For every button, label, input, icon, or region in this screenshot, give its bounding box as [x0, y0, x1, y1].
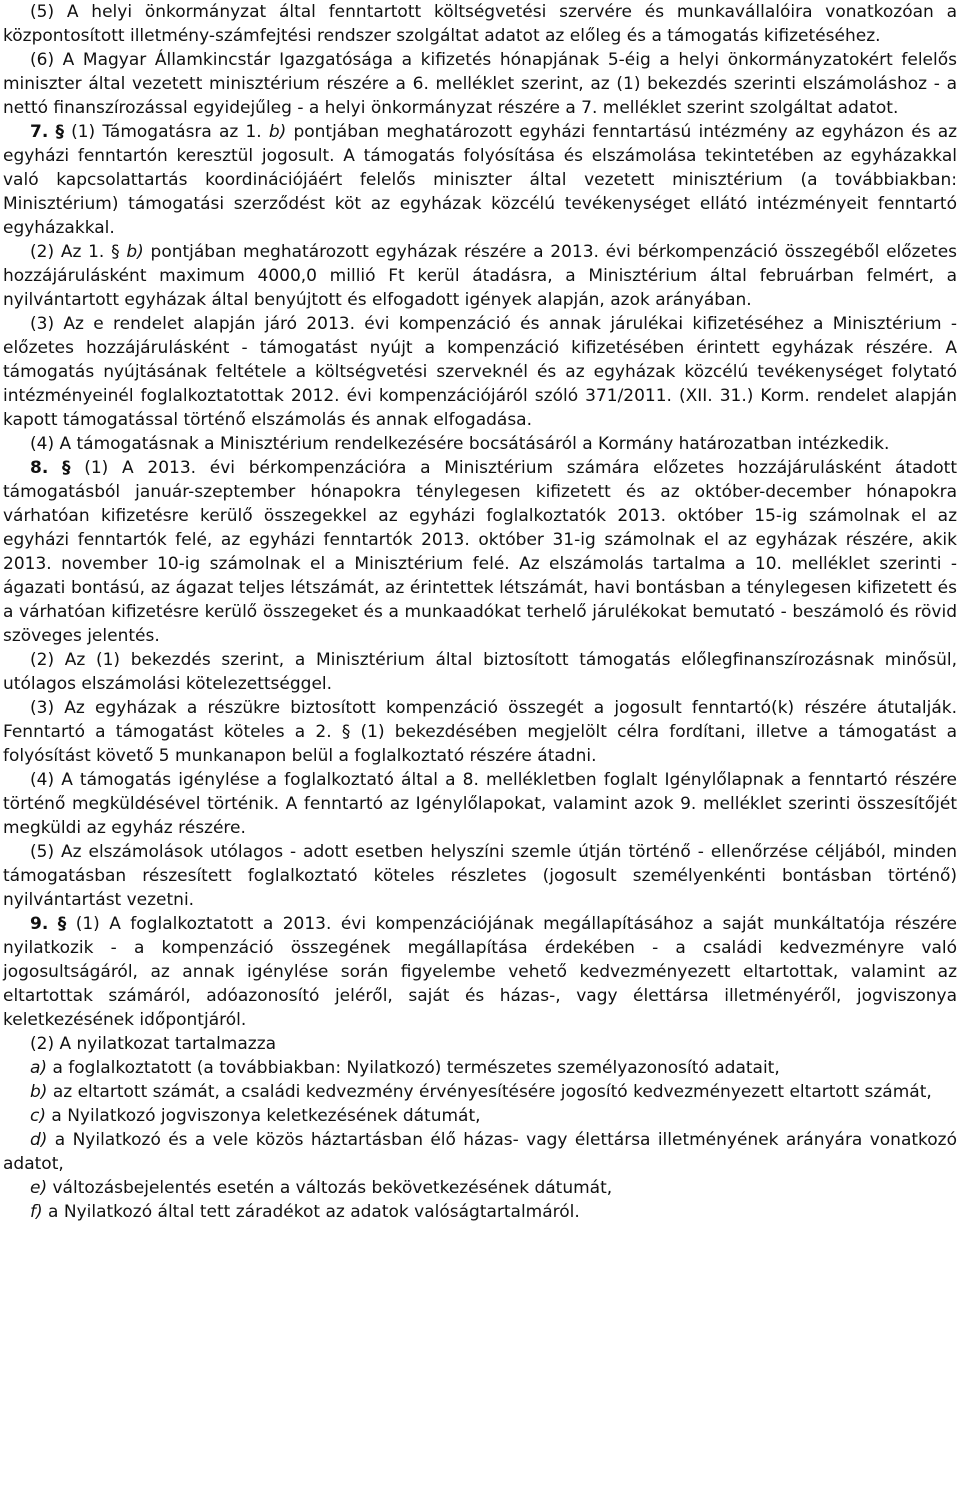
- list-item-text: a Nyilatkozó jogviszonya keletkezésének dátumát,: [51, 1106, 481, 1126]
- section-8-paragraph-4: (4) A támogatás igénylése a foglalkoztató által a 8. mellékletben foglalt Igénylőlapnak a fenntartó részére történő megküldésével történik. A fenntartó az Igénylőlapokat, valamint azok 9. melléklet szerinti összesítőjét megküldi az egyház részére.: [3, 770, 957, 838]
- section-8-paragraph-2: (2) Az (1) bekezdés szerint, a Minisztérium által biztosított támogatás előlegfinanszírozásnak minősül, utólagos elszámolási kötelezettséggel.: [3, 650, 957, 694]
- list-item-text: a foglalkoztatott (a továbbiakban: Nyilatkozó) természetes személyazonosító adatait,: [52, 1058, 780, 1078]
- point-reference: b): [268, 122, 287, 142]
- section-7-paragraph-1: [3, 120, 957, 240]
- text-run: (2) Az 1.: [30, 242, 105, 262]
- list-item-text: az eltartott számát, a családi kedvezmény érvényesítésére jogosító kedvezményezett eltartott számát,: [52, 1082, 932, 1102]
- point-reference: b): [126, 242, 144, 262]
- text-run: (1) A 2013. évi bérkompenzációra a Minisztérium számára előzetes hozzájárulásként átadott támogatásból január-szeptember hónapokra ténylegesen kifizetett és az október-december hónapokra várhatóan kifizetésre kerülő összegekkel az egyházi foglalkoztatók 2013. október 15-ig számolnak el az egyházi fenntartók felé, az egyházi fenntartók 2013. október 31-ig számolnak el az egyházak részére, akik 2013. november 10-ig számolnak el a Minisztérium felé. Az elszámolás tartalma a 10. melléklet szerinti - ágazati bontású, az ágazat teljes létszámát, az érintettek létszámát, havi bontásban a ténylegesen kifizetett és a várhatóan kifizetésre kerülő összegeket és a munkaadókat terhelő járulékokat bemutató - beszámoló és rövid szöveges jelentés.: [3, 458, 957, 646]
- section-9-paragraph-2: (2) A nyilatkozat tartalmazza: [30, 1034, 277, 1054]
- section-8-paragraph-3: [3, 696, 957, 768]
- list-item: [3, 1080, 957, 1104]
- list-item-label: f): [30, 1202, 43, 1222]
- section-7-paragraph-4: (4) A támogatásnak a Minisztérium rendelkezésére bocsátásáról a Kormány határozatban intézkedik.: [30, 434, 890, 454]
- list-item-label: b): [30, 1082, 48, 1102]
- section-sign: §: [111, 242, 120, 262]
- list-item-label: a): [30, 1058, 48, 1078]
- list-item: [3, 1176, 957, 1200]
- section-number: 7.: [30, 122, 49, 142]
- list-item-label: e): [30, 1178, 48, 1198]
- section-sign: §: [57, 914, 67, 934]
- paragraph-5: (5) A helyi önkormányzat által fenntartott költségvetési szervére és munkavállalóira vonatkozóan a központosított illetmény-számfejtési rendszer szolgáltat adatot az előleg és a támogatás kifizetéséhez.: [3, 2, 957, 46]
- section-number: 8.: [30, 458, 49, 478]
- list-item-label: c): [30, 1106, 46, 1126]
- section-9-paragraph-1: [3, 912, 957, 1032]
- text-run: (1) Támogatásra az 1.: [71, 122, 262, 142]
- section-number: 9.: [30, 914, 49, 934]
- text-run: (3) Az egyházak a részükre biztosított kompenzáció összegét a jogosult fenntartó(k) részére átutalják. Fenntartó a támogatást köteles a 2.: [3, 698, 957, 742]
- section-sign: §: [55, 122, 64, 142]
- list-item: [3, 1104, 957, 1128]
- text-run: (1) A foglalkoztatott a 2013. évi kompenzációjának megállapításához a saját munkáltatója részére nyilatkozik - a kompenzáció összegének megállapítása érdekében - a családi kedvezményre való jogosultságáról, az annak igénylése során figyelembe vehető kedvezményezett eltartottak, valamint az eltartottak számáról, adóazonosító jeléről, saját és házas-, vagy élettársa illetményéről, jogviszonya keletkezésének időpontjáról.: [3, 914, 958, 1030]
- section-7-paragraph-3: (3) Az e rendelet alapján járó 2013. évi kompenzáció és annak járulékai kifizetéséhez a Minisztérium - előzetes hozzájárulásként - támogatást nyújt a kompenzáció kifizetésében érintett egyházak részére. A támogatás nyújtásának feltétele a költségvetési szerveknél és az egyházak közcélú tevékenységet folytató intézményeinél foglalkoztatottak 2012. évi kompenzációjáról szóló 371/2011. (XII. 31.) Korm. rendelet alapján kapott támogatással történő elszámolás és annak elfogadása.: [3, 314, 957, 430]
- section-sign: §: [341, 722, 351, 742]
- section-sign: §: [62, 458, 71, 478]
- list-item-text: a Nyilatkozó által tett záradékot az adatok valóságtartalmáról.: [48, 1202, 580, 1222]
- list-item-label: d): [30, 1130, 48, 1150]
- section-8-paragraph-5: (5) Az elszámolások utólagos - adott esetben helyszíni szemle útján történő - ellenőrzése céljából, minden támogatásban részesített foglalkoztató köteles részletes (jogosult személyenkénti bontásban történő) nyilvántartást vezetni.: [3, 842, 957, 910]
- list-item: [3, 1056, 957, 1080]
- list-item-text: a Nyilatkozó és a vele közös háztartásban élő házas- vagy élettársa illetményének arányára vonatkozó adatot,: [3, 1130, 957, 1174]
- text-run: (1) bekezdésében megjelölt célra fordítani, illetve a támogatást a folyósítást követő 5 munkanapon belül a foglalkoztató részére átadni.: [3, 722, 958, 766]
- section-8-paragraph-1: [3, 456, 957, 648]
- section-7-paragraph-2: [3, 240, 957, 312]
- paragraph-6: (6) A Magyar Államkincstár Igazgatósága a kifizetés hónapjának 5-éig a helyi önkormányzatokért felelős miniszter által vezetett minisztérium részére a 6. melléklet szerint, az (1) bekezdés szerinti elszámoláshoz - a nettó finanszírozással egyidejűleg - a helyi önkormányzat részére a 7. melléklet szerint szolgáltat adatot.: [3, 50, 957, 118]
- list-item-text: változásbejelentés esetén a változás bekövetkezésének dátumát,: [52, 1178, 613, 1198]
- list-item: [3, 1200, 957, 1224]
- list-item: [3, 1128, 957, 1176]
- text-run: pontjában meghatározott egyházak részére a 2013. évi bérkompenzáció összegéből előzetes hozzájárulásként maximum 4000,0 millió Ft kerül átadásra, a Minisztérium által februárban felmért, a nyilvántartott egyházak által benyújtott és elfogadott igények alapján, azok arányában.: [3, 242, 958, 310]
- text-run: pontjában meghatározott egyházi fenntartású intézmény az egyházon és az egyházi fenntartón keresztül jogosult. A támogatás folyósítása és elszámolása tekintetében az egyházakkal való kapcsolattartás koordinációjáért felelős miniszter által vezetett minisztérium (a továbbiakban: Minisztérium) támogatási szerződést köt az egyházak közcélú tevékenységet ellátó intézményeit fenntartó egyházakkal.: [3, 122, 958, 238]
